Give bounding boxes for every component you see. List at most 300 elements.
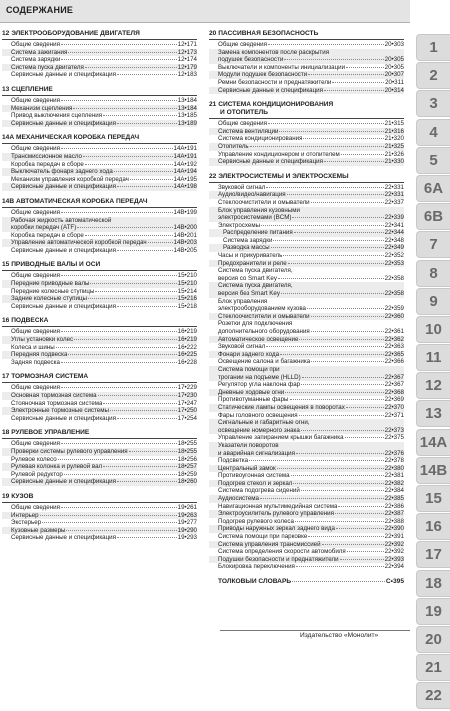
toc-entry[interactable]: [2, 161, 197, 169]
toc-entry[interactable]: [209, 343, 404, 351]
toc-entry[interactable]: [209, 556, 404, 564]
toc-entry-page: 14В•199: [173, 208, 197, 216]
dot-leader: [336, 528, 384, 529]
toc-entry[interactable]: [209, 518, 404, 526]
toc-entry-list: [2, 504, 197, 542]
toc-entry[interactable]: [2, 392, 197, 400]
toc-entry[interactable]: [2, 303, 197, 311]
toc-entry-title: Рулевой редуктор: [11, 470, 63, 478]
chapter-tab[interactable]: 14А: [416, 429, 450, 456]
dot-leader: [311, 316, 384, 317]
toc-entry[interactable]: [2, 440, 197, 448]
toc-entry[interactable]: [209, 465, 404, 473]
dot-leader: [308, 74, 383, 75]
toc-entry[interactable]: [209, 158, 404, 166]
dot-leader: [324, 90, 384, 91]
toc-entry-title: Регулятор угла наклона фар: [218, 381, 301, 389]
toc-entry-title: Общие сведения: [218, 41, 267, 48]
dot-leader: [303, 138, 383, 139]
toc-entry-title: Общие сведения: [11, 384, 60, 392]
chapter-tab[interactable]: 20: [416, 626, 450, 653]
toc-entry-page: 15•216: [177, 295, 197, 303]
toc-entry-page: 15•218: [177, 302, 197, 310]
toc-entry[interactable]: [2, 504, 197, 512]
toc-entry-title-line1: Блок управления кузовными: [218, 206, 300, 214]
toc-entry[interactable]: [209, 199, 404, 207]
chapter-tab[interactable]: 16: [416, 513, 450, 540]
dot-leader: [322, 544, 384, 545]
toc-entry[interactable]: [209, 49, 404, 64]
dot-leader: [301, 430, 384, 431]
toc-entry[interactable]: [2, 145, 197, 153]
section-title: ЭЛЕКТРООБОРУДОВАНИЕ ДВИГАТЕЛЯ: [11, 30, 140, 37]
toc-entry[interactable]: [209, 366, 404, 381]
toc-entry-page: 22•365: [384, 350, 404, 358]
toc-entry-page: 22•376: [384, 449, 404, 457]
toc-entry[interactable]: [209, 510, 404, 518]
toc-entry[interactable]: [209, 434, 404, 442]
dot-leader: [61, 331, 177, 332]
section-heading[interactable]: [209, 173, 404, 183]
dot-leader: [341, 154, 384, 155]
dot-leader: [288, 263, 384, 264]
section-number: 21: [209, 101, 217, 109]
toc-entry[interactable]: [209, 404, 404, 412]
toc-section: [2, 86, 197, 127]
toc-entry-page: 16•219: [177, 336, 197, 344]
toc-entry-page: 16•219: [177, 328, 197, 336]
toc-entry[interactable]: [2, 328, 197, 336]
toc-entry[interactable]: [209, 472, 404, 480]
dot-leader: [290, 399, 384, 400]
dot-leader: [42, 522, 177, 523]
toc-entry[interactable]: [209, 222, 404, 230]
toc-entry-title: Сервисные данные и спецификация: [218, 86, 323, 94]
toc-entry[interactable]: [209, 541, 404, 549]
toc-entry[interactable]: [209, 267, 404, 282]
dot-leader: [266, 346, 383, 347]
toc-entry[interactable]: [2, 168, 197, 176]
toc-entry-list: [2, 209, 197, 255]
toc-entry-title: Статические лампы освещения в поворотах: [218, 403, 345, 411]
dot-leader: [311, 202, 384, 203]
section-title: ТОРМОЗНАЯ СИСТЕМА: [11, 373, 89, 381]
toc-entry[interactable]: [2, 336, 197, 344]
dot-leader: [117, 481, 177, 482]
toc-entry-page: 22•366: [384, 358, 404, 366]
toc-entry-list: [2, 41, 197, 79]
toc-entry-page: 17•254: [177, 414, 197, 422]
dot-leader: [73, 108, 176, 109]
section-heading[interactable]: [209, 101, 404, 119]
section-number: 20: [209, 30, 217, 37]
toc-entry-page: 22•331: [384, 191, 404, 199]
toc-entry-title: Разводка массы: [223, 244, 270, 252]
toc-entry-page: 22•369: [384, 396, 404, 404]
dot-leader: [61, 100, 177, 101]
toc-entry-page: 22•393: [384, 555, 404, 563]
toc-entry-page: 22•362: [384, 335, 404, 343]
toc-entry-title-line1: Система пуска двигателя,: [218, 267, 293, 275]
toc-entry[interactable]: [2, 415, 197, 423]
dot-leader: [278, 278, 384, 279]
toc-entry-page: 21•315: [384, 120, 404, 128]
toc-entry[interactable]: [2, 456, 197, 464]
toc-entry-page: 19•290: [177, 526, 197, 534]
dot-leader: [346, 67, 384, 68]
toc-entry-title: Рулевое колесо: [11, 455, 57, 463]
toc-entry-title: Выключатели и компоненты инициализации: [218, 63, 346, 71]
dot-leader: [284, 59, 383, 60]
dot-leader: [266, 187, 383, 188]
toc-entry-title: Распределение питания: [223, 229, 293, 237]
toc-entry-list: [2, 440, 197, 486]
toc-entry-list: [2, 145, 197, 191]
toc-entry[interactable]: [2, 41, 197, 49]
toc-entry[interactable]: [209, 128, 404, 136]
toc-entry[interactable]: [2, 478, 197, 486]
toc-entry-title: Центральный замок: [218, 464, 276, 472]
dot-leader: [279, 131, 383, 132]
toc-entry[interactable]: [209, 419, 404, 434]
toc-entry[interactable]: [2, 344, 197, 352]
toc-entry-page: 22•341: [384, 221, 404, 229]
toc-entry-title: Коробка передач в сборе: [11, 160, 84, 168]
toc-entry-title: Коробка передач в сборе: [11, 231, 84, 239]
toc-entry-page: 13•184: [177, 96, 197, 104]
toc-entry[interactable]: [2, 247, 197, 255]
toc-entry-title: Система определения скорости автомобиля: [218, 548, 346, 556]
chapter-tab[interactable]: 9: [416, 288, 450, 315]
dot-leader: [77, 227, 172, 228]
toc-entry-title: Общие сведения: [11, 145, 60, 153]
toc-entry[interactable]: [2, 463, 197, 471]
toc-entry[interactable]: [2, 217, 197, 232]
toc-entry-title: Аудио/видео/навигация: [218, 191, 286, 199]
toc-entry[interactable]: [209, 533, 404, 541]
toc-entry[interactable]: [2, 232, 197, 240]
chapter-tab[interactable]: 3: [416, 90, 450, 117]
section-heading[interactable]: [2, 261, 197, 271]
toc-entry-title: Часы и прикуриватель: [218, 252, 283, 260]
toc-entry-page: 19•277: [177, 519, 197, 527]
toc-entry-page: 20•305: [384, 63, 404, 71]
toc-entry-page: 21•330: [384, 158, 404, 166]
dot-leader: [61, 507, 177, 508]
toc-entry[interactable]: [209, 381, 404, 389]
chapter-tab[interactable]: 7: [416, 231, 450, 258]
chapter-tab[interactable]: 4: [416, 119, 450, 146]
dot-leader: [85, 67, 177, 68]
dot-leader: [301, 384, 383, 385]
toc-entry[interactable]: [2, 209, 197, 217]
toc-entry-title: Колеса и шины: [11, 343, 55, 351]
toc-entry[interactable]: [209, 71, 404, 79]
section-heading[interactable]: [2, 373, 197, 383]
toc-entry-page: 15•210: [177, 280, 197, 288]
toc-entry[interactable]: [2, 56, 197, 64]
toc-entry-title-line1: Блок управления: [218, 297, 268, 305]
toc-entry[interactable]: [2, 176, 197, 184]
toc-entry[interactable]: [2, 280, 197, 288]
toc-entry-title: Приводы наружных зеркал заднего вида: [218, 525, 335, 533]
chapter-tab[interactable]: 1: [416, 34, 450, 61]
toc-entry[interactable]: [2, 120, 197, 128]
dot-leader: [261, 225, 384, 226]
toc-entry-page: 17•229: [177, 384, 197, 392]
toc-entry[interactable]: [209, 260, 404, 268]
toc-entry[interactable]: [209, 548, 404, 556]
toc-entry-page: 22•367: [384, 373, 404, 381]
toc-entry-page: 14В•200: [173, 224, 197, 232]
toc-entry-page: 17•250: [177, 407, 197, 415]
toc-entry-title: Предохранители и реле: [218, 259, 287, 267]
toc-entry[interactable]: [209, 351, 404, 359]
chapter-tab[interactable]: 19: [416, 598, 450, 625]
toc-entry[interactable]: [209, 358, 404, 366]
toc-entry[interactable]: [2, 105, 197, 113]
toc-entry-page: 22•349: [384, 244, 404, 252]
dot-leader: [273, 240, 383, 241]
chapter-tab[interactable]: 8: [416, 260, 450, 287]
toc-entry-page: 21•320: [384, 135, 404, 143]
toc-entry[interactable]: [2, 64, 197, 72]
toc-entry-page: 22•371: [384, 411, 404, 419]
toc-entry[interactable]: [2, 384, 197, 392]
toc-entry[interactable]: [2, 534, 197, 542]
toc-entry[interactable]: [209, 442, 404, 457]
dot-leader: [56, 347, 177, 348]
toc-entry[interactable]: [209, 87, 404, 95]
toc-entry-page: 14А•192: [173, 160, 197, 168]
toc-entry-page: 20•305: [384, 56, 404, 64]
toc-entry-title: Общие сведения: [11, 96, 60, 104]
toc-entry[interactable]: [209, 525, 404, 533]
toc-entry[interactable]: [209, 207, 404, 222]
section-number: 22: [209, 172, 217, 180]
toc-entry[interactable]: [209, 135, 404, 143]
toc-entry-title: Сервисные данные и спецификация: [11, 119, 116, 127]
dot-leader: [95, 291, 176, 292]
toc-entry-list: [2, 328, 197, 366]
toc-entry-title: Система пуска двигателя: [11, 63, 84, 71]
toc-entry-title: Рулевая колонка и рулевой вал: [11, 463, 103, 471]
chapter-tab[interactable]: 10: [416, 316, 450, 343]
dot-leader: [98, 395, 177, 396]
toc-entry[interactable]: [2, 448, 197, 456]
section-heading[interactable]: [2, 429, 197, 439]
dot-leader: [260, 498, 384, 499]
toc-entry-title-line2: и аварийная сигнализация: [218, 449, 295, 457]
toc-entry[interactable]: [209, 396, 404, 404]
toc-entry-title: Автоматическое освещение: [218, 335, 299, 343]
toc-entry[interactable]: [209, 336, 404, 344]
toc-entry[interactable]: [2, 295, 197, 303]
toc-entry-page: 17•247: [177, 399, 197, 407]
dot-leader: [346, 407, 384, 408]
toc-entry[interactable]: [209, 237, 404, 245]
toc-entry-page: 15•214: [177, 287, 197, 295]
toc-entry[interactable]: [2, 239, 197, 247]
toc-entry[interactable]: [2, 112, 197, 120]
dot-leader: [287, 194, 384, 195]
section-heading[interactable]: [2, 317, 197, 327]
section-heading[interactable]: [2, 493, 197, 503]
toc-entry-list: [2, 384, 197, 422]
toc-entry[interactable]: [209, 563, 404, 571]
toc-entry[interactable]: [209, 191, 404, 199]
chapter-tab[interactable]: 21: [416, 654, 450, 681]
toc-entry[interactable]: [209, 313, 404, 321]
section-heading[interactable]: [2, 198, 197, 208]
toc-entry[interactable]: [209, 244, 404, 252]
toc-entry[interactable]: [209, 503, 404, 511]
toc-entry-title: Общие сведения: [11, 272, 60, 280]
toc-entry[interactable]: [209, 487, 404, 495]
toc-entry[interactable]: [209, 412, 404, 420]
dot-leader: [347, 551, 384, 552]
section-heading[interactable]: [209, 30, 404, 40]
toc-entry[interactable]: [209, 282, 404, 297]
toc-entry-title: Сервисные данные и спецификация: [11, 302, 116, 310]
dot-leader: [332, 82, 384, 83]
toc-entry-title: Общие сведения: [11, 503, 60, 511]
dot-leader: [285, 392, 383, 393]
section-title: ПОДВЕСКА: [11, 317, 49, 325]
toc-entry-page: 21•326: [384, 150, 404, 158]
toc-entry[interactable]: [209, 457, 404, 465]
dot-leader: [296, 566, 384, 567]
toc-section: [209, 30, 404, 94]
toc-entry[interactable]: [209, 298, 404, 313]
toc-entry-title-line1: Система пуска двигателя,: [218, 282, 293, 290]
toc-entry-title-line1: Рабочая жидкость автоматической: [11, 216, 112, 224]
toc-entry-title-line2: дополнительного оборудования: [218, 328, 310, 335]
toc-entry-title-line1: Указатели поворотов: [218, 441, 279, 449]
toc-entry[interactable]: [209, 79, 404, 87]
toc-entry[interactable]: [2, 272, 197, 280]
toc-entry[interactable]: [2, 527, 197, 535]
toc-entry[interactable]: [209, 495, 404, 503]
chapter-tab[interactable]: 13: [416, 400, 450, 427]
toc-entry[interactable]: [2, 153, 197, 161]
toc-entry[interactable]: [2, 97, 197, 105]
chapter-tab[interactable]: 11: [416, 344, 450, 371]
toc-entry-title-line2: версия без Smart Key: [218, 290, 280, 298]
chapter-tab[interactable]: 22: [416, 682, 450, 709]
toc-entry[interactable]: [2, 400, 197, 408]
section-title: ПАССИВНАЯ БЕЗОПАСНОСТЬ: [218, 30, 319, 37]
toc-entry-title: Навигационная мультимедийная система: [218, 502, 338, 510]
chapter-tab[interactable]: 6А: [416, 175, 450, 202]
toc-entry-title: Управление автоматической коробкой передач: [11, 239, 147, 247]
chapter-tab[interactable]: 17: [416, 541, 450, 568]
toc-entry-title: Общие сведения: [218, 120, 267, 128]
toc-entry[interactable]: [2, 288, 197, 296]
toc-entry-page: 22•390: [384, 525, 404, 533]
toc-entry-page: 22•384: [384, 487, 404, 495]
toc-entry[interactable]: [209, 252, 404, 260]
toc-entry-title-line2: электросистемами (BCM): [218, 214, 292, 222]
toc-entry-title: Задняя подвеска: [11, 358, 60, 366]
dot-leader: [268, 44, 384, 45]
chapter-tab[interactable]: 18: [416, 570, 450, 597]
toc-entry[interactable]: [2, 351, 197, 359]
toc-entry[interactable]: [209, 389, 404, 397]
chapter-tab[interactable]: 5: [416, 147, 450, 174]
section-number: 12: [2, 30, 10, 37]
toc-entry-page: 22•358: [384, 274, 404, 282]
toc-entry[interactable]: [209, 320, 404, 335]
toc-entry[interactable]: [2, 512, 197, 520]
toc-entry-title-line1: Система помощи при: [218, 365, 280, 373]
toc-entry-title: Управление запиранием крышки багажника: [218, 434, 344, 442]
chapter-tab[interactable]: 14В: [416, 457, 450, 484]
toc-entry-page: 22•344: [384, 229, 404, 237]
toc-entry[interactable]: [209, 229, 404, 237]
dot-leader: [281, 293, 384, 294]
toc-entry-title-line2: трогании на подъеме (HLLD): [218, 373, 301, 381]
toc-entry-title: Система вентиляции: [218, 127, 279, 135]
toc-entry[interactable]: [209, 143, 404, 151]
toc-entry[interactable]: [209, 120, 404, 128]
toc-entry[interactable]: [209, 41, 404, 49]
toc-entry-title: Стеклоочистители и омыватели: [218, 312, 310, 320]
toc-entry[interactable]: [209, 64, 404, 72]
toc-entry-page: 22•392: [384, 548, 404, 556]
toc-entry[interactable]: [209, 184, 404, 192]
dot-leader: [64, 474, 177, 475]
section-heading[interactable]: [2, 86, 197, 96]
toc-entry-title: Подушки безопасности и преднатяжители: [218, 555, 339, 563]
toc-entry-page: 19•261: [177, 503, 197, 511]
toc-entry-title: Привод выключения сцепления: [11, 112, 103, 120]
chapter-tab[interactable]: 6В: [416, 203, 450, 230]
section-heading[interactable]: [2, 30, 197, 40]
toc-entry[interactable]: [2, 519, 197, 527]
toc-entry-title-line2: коробки передач (ATF): [11, 224, 77, 232]
toc-entry[interactable]: [2, 49, 197, 57]
toc-entry[interactable]: [2, 407, 197, 415]
toc-entry[interactable]: [2, 183, 197, 191]
dot-leader: [308, 536, 383, 537]
chapter-tab[interactable]: 2: [416, 62, 450, 89]
section-heading[interactable]: [2, 134, 197, 144]
section-number: 18: [2, 429, 10, 437]
toc-entry[interactable]: [2, 71, 197, 79]
toc-entry[interactable]: [209, 151, 404, 159]
toc-entry[interactable]: [2, 471, 197, 479]
glossary-entry[interactable]: [209, 578, 404, 586]
dot-leader: [338, 506, 383, 507]
toc-entry-title: Система зажигания: [11, 48, 68, 56]
toc-entry-page: 22•358: [384, 290, 404, 298]
chapter-tab[interactable]: 12: [416, 372, 450, 399]
section-title: СЦЕПЛЕНИЕ: [11, 85, 53, 93]
dot-leader: [340, 559, 384, 560]
toc-entry-page: 13•185: [177, 112, 197, 120]
toc-entry-title: Сервисные данные и спецификация: [11, 478, 116, 486]
toc-section: [209, 173, 404, 571]
toc-entry-page: 22•387: [384, 510, 404, 518]
toc-entry[interactable]: [2, 359, 197, 367]
dot-leader: [271, 247, 384, 248]
section-title: МЕХАНИЧЕСКАЯ КОРОБКА ПЕРЕДАЧ: [15, 134, 140, 142]
chapter-tab[interactable]: 15: [416, 485, 450, 512]
toc-entry-title: Проверки системы рулевого управления: [11, 447, 128, 455]
toc-entry[interactable]: [209, 480, 404, 488]
chapter-tabs: [416, 34, 450, 711]
